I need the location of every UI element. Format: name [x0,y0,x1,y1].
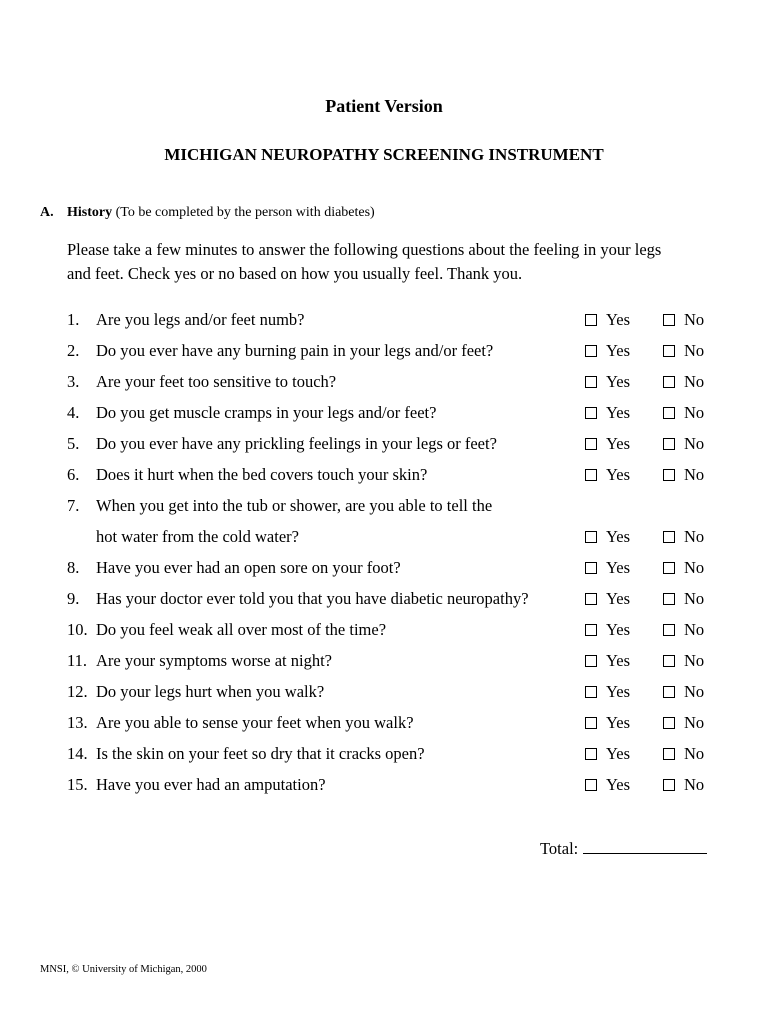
question-number: 10. [67,620,88,639]
yes-label: Yes [606,403,631,422]
no-option[interactable] [663,370,704,393]
no-checkbox[interactable] [663,593,675,605]
yes-checkbox[interactable] [585,345,597,357]
question-text-line: When you get into the tub or shower, are you able to tell the [96,496,493,515]
no-option[interactable] [663,711,704,734]
yes-checkbox[interactable] [585,407,597,419]
yes-label: Yes [606,341,631,360]
yes-option[interactable] [585,742,630,765]
yes-checkbox[interactable] [585,314,597,326]
yes-checkbox[interactable] [585,376,597,388]
intro-line: and feet. Check yes or no based on how you usually feel. Thank you. [67,264,523,283]
question-number: 5. [67,434,80,453]
no-option[interactable] [663,339,704,362]
yes-label: Yes [606,372,631,391]
question-number: 2. [67,341,80,360]
no-option[interactable] [663,556,704,579]
no-option[interactable] [663,742,704,765]
no-label: No [684,620,705,639]
section-note: (To be completed by the person with diabetes) [115,205,375,220]
no-option[interactable] [663,401,704,424]
question-text [96,711,576,734]
no-checkbox[interactable] [663,562,675,574]
question-item-14 [67,742,717,773]
question-item-13 [67,711,717,742]
question-number: 9. [67,589,80,608]
question-text-line: Are your symptoms worse at night? [96,651,333,670]
no-option[interactable] [663,773,704,796]
no-label: No [684,434,705,453]
question-text [96,742,576,765]
yes-option[interactable] [585,556,630,579]
total-field [540,836,707,859]
question-number: 13. [67,713,88,732]
question-text-line: Are you able to sense your feet when you walk? [96,713,414,732]
question-item-7 [67,494,717,556]
question-text-line: Are your feet too sensitive to touch? [96,372,337,391]
no-checkbox[interactable] [663,407,675,419]
question-number: 11. [67,651,88,670]
yes-label: Yes [606,651,631,670]
no-label: No [684,775,705,794]
no-checkbox[interactable] [663,655,675,667]
yes-option[interactable] [585,680,630,703]
total-blank-line[interactable] [583,836,707,854]
question-number: 1. [67,310,80,329]
no-label: No [684,713,705,732]
yes-checkbox[interactable] [585,655,597,667]
no-checkbox[interactable] [663,779,675,791]
question-text-line: Do you ever have any prickling feelings in your legs or feet? [96,434,497,453]
total-label: Total: [540,839,579,858]
yes-checkbox[interactable] [585,593,597,605]
yes-label: Yes [606,589,631,608]
no-label: No [684,341,705,360]
yes-checkbox[interactable] [585,748,597,760]
no-option[interactable] [663,463,704,486]
yes-option[interactable] [585,587,630,610]
no-label: No [684,372,705,391]
question-text-line: Do you get muscle cramps in your legs and/or feet? [96,403,437,422]
no-option[interactable] [663,618,704,641]
question-item-8 [67,556,717,587]
question-text [96,556,576,579]
question-text [96,773,576,796]
yes-option[interactable] [585,308,630,331]
question-text [96,587,576,610]
question-item-6 [67,463,717,494]
yes-option[interactable] [585,339,630,362]
yes-label: Yes [606,527,631,546]
yes-label: Yes [606,682,631,701]
no-option[interactable] [663,308,704,331]
no-label: No [684,558,705,577]
no-checkbox[interactable] [663,376,675,388]
question-number: 3. [67,372,80,391]
question-number: 6. [67,465,80,484]
yes-label: Yes [606,310,631,329]
yes-option[interactable] [585,618,630,641]
question-text-line: Does it hurt when the bed covers touch your skin? [96,465,428,484]
question-item-10 [67,618,717,649]
no-label: No [684,682,705,701]
no-label: No [684,403,705,422]
yes-checkbox[interactable] [585,469,597,481]
no-checkbox[interactable] [663,717,675,729]
question-list [67,308,717,804]
question-text [96,494,576,548]
yes-label: Yes [606,775,631,794]
question-text-line: Is the skin on your feet so dry that it cracks open? [96,744,425,763]
yes-label: Yes [606,620,631,639]
question-text-line: Do you ever have any burning pain in your legs and/or feet? [96,341,494,360]
yes-option[interactable] [585,525,630,548]
yes-label: Yes [606,465,631,484]
question-text-line: Do you feel weak all over most of the time? [96,620,387,639]
question-number: 8. [67,558,80,577]
question-text-line: Are you legs and/or feet numb? [96,310,305,329]
no-option[interactable] [663,680,704,703]
question-text [96,618,576,641]
yes-option[interactable] [585,370,630,393]
no-label: No [684,527,705,546]
question-text-line: Has your doctor ever told you that you have diabetic neuropathy? [96,589,529,608]
yes-checkbox[interactable] [585,779,597,791]
footer-copyright: MNSI, © University of Michigan, 2000 [40,964,207,975]
question-number: 15. [67,775,88,794]
question-text [96,680,576,703]
no-checkbox[interactable] [663,469,675,481]
no-label: No [684,465,705,484]
intro-line: Please take a few minutes to answer the following questions about the feeling in your legs [67,240,662,259]
question-number: 14. [67,744,88,763]
yes-option[interactable] [585,432,630,455]
yes-label: Yes [606,558,631,577]
question-item-11 [67,649,717,680]
question-number: 7. [67,496,80,515]
no-label: No [684,589,705,608]
no-option[interactable] [663,587,704,610]
yes-checkbox[interactable] [585,624,597,636]
yes-checkbox[interactable] [585,531,597,543]
question-item-15 [67,773,717,804]
question-text [96,401,576,424]
yes-option[interactable] [585,711,630,734]
instrument-title: MICHIGAN NEUROPATHY SCREENING INSTRUMENT [164,145,604,164]
no-checkbox[interactable] [663,345,675,357]
question-item-3 [67,370,717,401]
question-text-line: Have you ever had an amputation? [96,775,326,794]
intro-paragraph [67,238,727,286]
question-text-line: Have you ever had an open sore on your foot? [96,558,401,577]
yes-label: Yes [606,434,631,453]
yes-option[interactable] [585,649,630,672]
section-heading [40,205,375,221]
question-item-1 [67,308,717,339]
no-option[interactable] [663,525,704,548]
no-label: No [684,310,705,329]
question-text [96,370,576,393]
question-item-2 [67,339,717,370]
question-item-4 [67,401,717,432]
yes-option[interactable] [585,463,630,486]
yes-checkbox[interactable] [585,438,597,450]
question-text [96,432,576,455]
no-option[interactable] [663,649,704,672]
question-number: 12. [67,682,88,701]
question-text [96,339,576,362]
no-checkbox[interactable] [663,624,675,636]
question-text-line: Do your legs hurt when you walk? [96,682,325,701]
yes-checkbox[interactable] [585,686,597,698]
question-number: 4. [67,403,80,422]
no-option[interactable] [663,432,704,455]
yes-checkbox[interactable] [585,717,597,729]
no-checkbox[interactable] [663,748,675,760]
no-checkbox[interactable] [663,531,675,543]
no-checkbox[interactable] [663,438,675,450]
no-checkbox[interactable] [663,314,675,326]
version-title: Patient Version [325,96,443,116]
question-text [96,308,576,331]
question-item-5 [67,432,717,463]
yes-checkbox[interactable] [585,562,597,574]
yes-option[interactable] [585,773,630,796]
yes-label: Yes [606,713,631,732]
question-text-line: hot water from the cold water? [96,527,299,546]
section-title: History [67,205,113,220]
section-letter: A. [40,205,54,220]
question-text [96,649,576,672]
yes-option[interactable] [585,401,630,424]
no-label: No [684,744,705,763]
no-label: No [684,651,705,670]
question-item-12 [67,680,717,711]
question-text [96,463,576,486]
yes-label: Yes [606,744,631,763]
no-checkbox[interactable] [663,686,675,698]
question-item-9 [67,587,717,618]
